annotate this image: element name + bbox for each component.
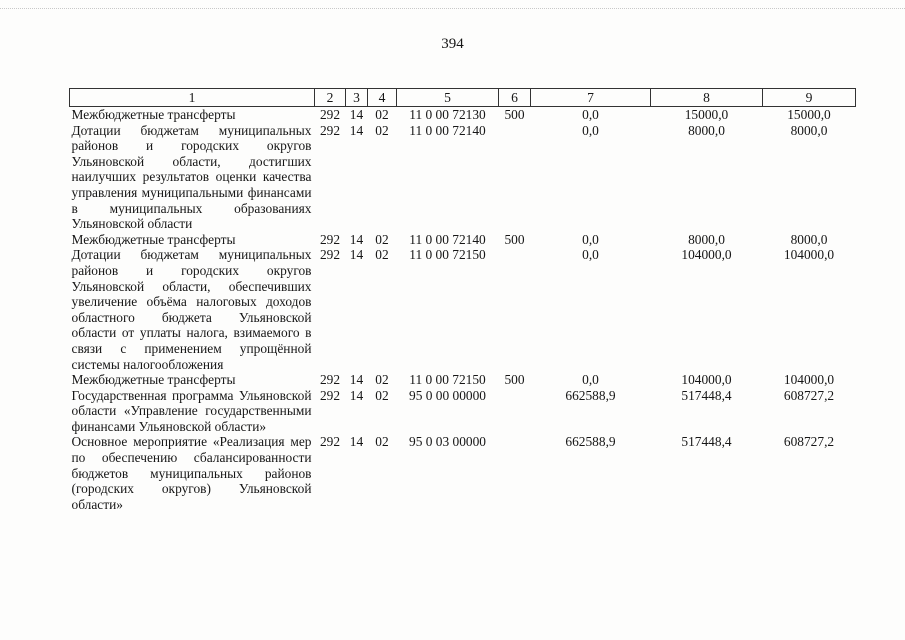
row-amount-col9: 15000,0	[787, 107, 831, 122]
row-amount-col9: 104000,0	[783, 247, 835, 263]
row-section: 14	[349, 107, 364, 122]
header-col-4: 4	[368, 89, 397, 107]
table-row	[70, 372, 856, 388]
page-number: 394	[441, 36, 464, 52]
row-amount-col7: 0,0	[582, 247, 599, 263]
row-amount-col9: 608727,2	[783, 387, 835, 403]
row-subsection: 02	[375, 372, 389, 388]
header-col-8: 8	[651, 89, 763, 107]
row-subsection: 02	[375, 122, 389, 138]
scan-noise	[0, 8, 905, 10]
row-name: Дотации бюджетам муниципальных районов и городских округов Ульяновской области, обеспечивших увеличение объёма налоговых доходов областного бюджета Ульяновской области от уплаты налога, взимаемого в связи с применением упрощённой системы налогообложения	[71, 247, 312, 372]
row-admin-code: 292	[319, 434, 341, 450]
row-amount-col9: 608727,2	[783, 434, 835, 450]
row-subsection: 02	[375, 434, 389, 450]
row-subsection: 02	[375, 387, 389, 403]
row-name: Дотации бюджетам муниципальных районов и городских округов Ульяновской области, достигших наилучших результатов оценки качества управления муниципальными финансами в муниципальных образованиях Ульяновской области	[71, 122, 312, 232]
header-col-1: 1	[70, 89, 315, 107]
row-subsection: 02	[375, 107, 389, 122]
budget-table	[69, 88, 856, 512]
table-row	[70, 434, 856, 512]
header-col-7: 7	[531, 89, 651, 107]
table-row	[70, 107, 856, 123]
row-target-article: 95 0 03 00000	[409, 434, 486, 450]
header-col-5: 5	[397, 89, 499, 107]
table-row	[70, 123, 856, 232]
row-amount-col7: 662588,9	[565, 387, 616, 403]
row-amount-col7: 662588,9	[565, 434, 616, 450]
row-amount-col8: 15000,0	[684, 107, 729, 122]
table-row	[70, 232, 856, 248]
row-section: 14	[349, 122, 364, 138]
row-name: Межбюджетные трансферты	[71, 372, 236, 388]
row-name: Межбюджетные трансферты	[71, 107, 236, 122]
row-admin-code: 292	[319, 231, 341, 247]
row-name: Межбюджетные трансферты	[71, 231, 236, 247]
header-col-6: 6	[499, 89, 531, 107]
table-row	[70, 247, 856, 372]
row-amount-col8: 517448,4	[681, 434, 732, 450]
row-expense-type	[499, 388, 531, 435]
table-body	[70, 107, 856, 513]
row-target-article: 95 0 00 00000	[409, 387, 486, 403]
row-amount-col8: 104000,0	[681, 372, 732, 388]
row-target-article: 11 0 00 72150	[409, 372, 486, 388]
row-amount-col7: 0,0	[582, 107, 599, 122]
row-amount-col9: 104000,0	[783, 372, 835, 388]
row-subsection: 02	[375, 231, 389, 247]
row-admin-code: 292	[319, 247, 341, 263]
header-row	[70, 89, 856, 107]
row-section: 14	[349, 434, 364, 450]
row-amount-col8: 517448,4	[681, 387, 732, 403]
row-expense-type: 500	[504, 231, 525, 247]
row-admin-code: 292	[319, 122, 341, 138]
row-admin-code: 292	[319, 372, 341, 388]
row-expense-type: 500	[504, 107, 525, 122]
header-col-9: 9	[763, 89, 856, 107]
row-expense-type	[499, 123, 531, 232]
row-target-article: 11 0 00 72130	[409, 107, 486, 122]
row-target-article: 11 0 00 72140	[409, 122, 486, 138]
row-section: 14	[349, 247, 364, 263]
row-amount-col8: 104000,0	[681, 247, 732, 263]
row-amount-col7: 0,0	[582, 372, 599, 388]
row-amount-col7: 0,0	[582, 231, 599, 247]
row-amount-col9: 8000,0	[790, 231, 828, 247]
table-row	[70, 388, 856, 435]
row-target-article: 11 0 00 72140	[409, 231, 486, 247]
row-expense-type: 500	[504, 372, 525, 388]
row-amount-col8: 8000,0	[688, 122, 725, 138]
row-section: 14	[349, 372, 364, 388]
row-amount-col9: 8000,0	[790, 122, 828, 138]
row-name: Основное мероприятие «Реализация мер по обеспечению сбалансированности бюджетов муниципальных районов (городских округов) Ульяновской области»	[71, 434, 312, 512]
row-expense-type	[499, 434, 531, 512]
row-amount-col8: 8000,0	[688, 231, 725, 247]
row-expense-type	[499, 247, 531, 372]
row-section: 14	[349, 387, 364, 403]
row-subsection: 02	[375, 247, 389, 263]
row-admin-code: 292	[319, 387, 341, 403]
row-target-article: 11 0 00 72150	[409, 247, 486, 263]
row-amount-col7: 0,0	[582, 122, 599, 138]
table-header	[70, 89, 856, 107]
row-name: Государственная программа Ульяновской области «Управление государственными финансами Ульяновской области»	[71, 387, 312, 434]
header-col-3: 3	[346, 89, 368, 107]
header-col-2: 2	[315, 89, 346, 107]
row-section: 14	[349, 231, 364, 247]
row-admin-code: 292	[319, 107, 341, 122]
